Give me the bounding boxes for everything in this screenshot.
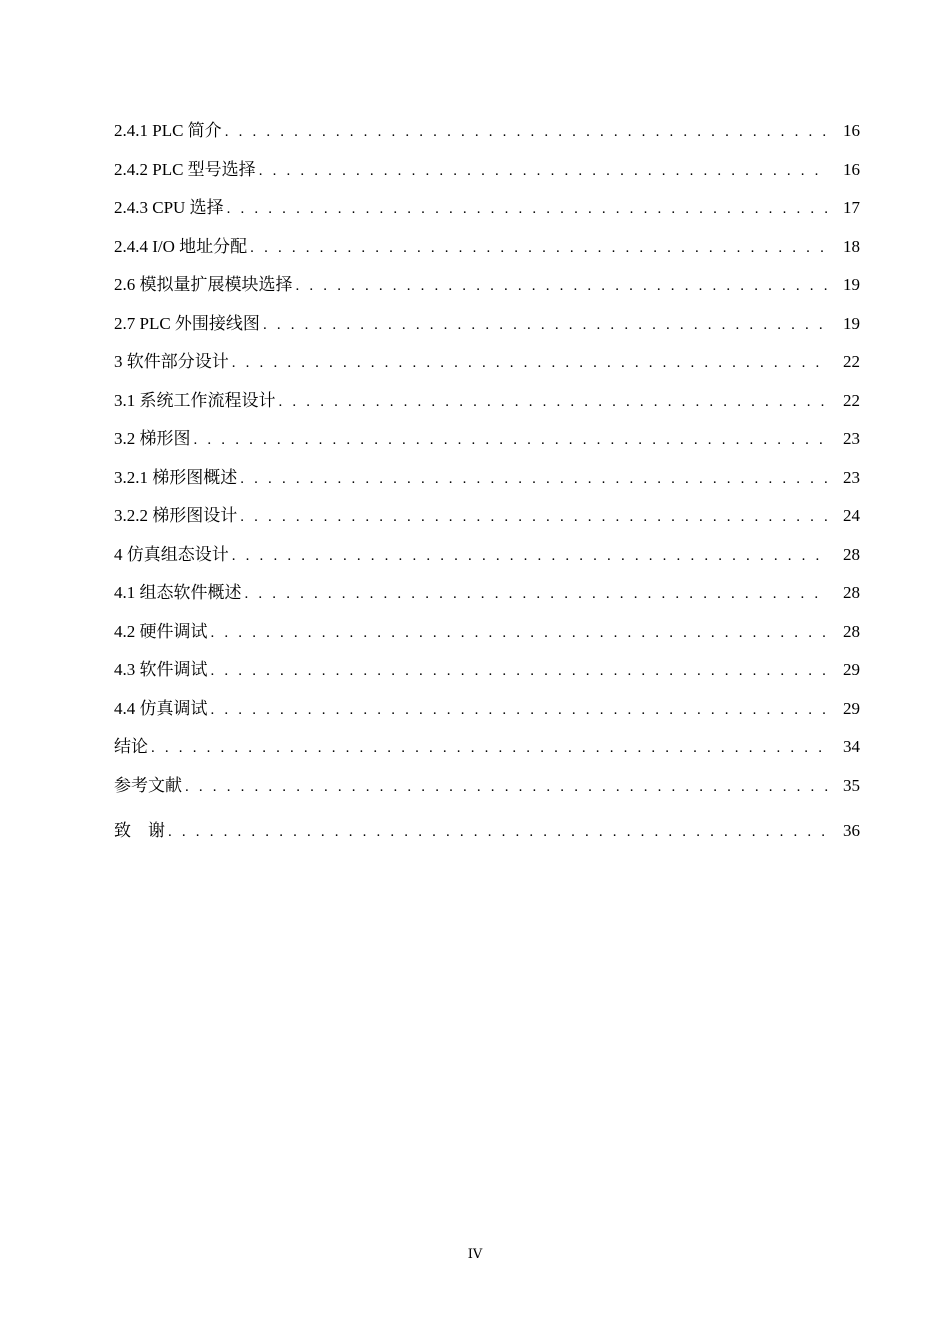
toc-entry[interactable] xyxy=(114,690,860,729)
toc-entry-page: 23 xyxy=(843,467,860,487)
toc-entry[interactable] xyxy=(114,305,860,344)
toc-entry-title: 结论 xyxy=(114,737,148,756)
toc-entry-page: 29 xyxy=(843,660,860,679)
toc-entry-page: 36 xyxy=(843,821,860,840)
toc-entry-page: 18 xyxy=(843,236,860,256)
toc-entry[interactable] xyxy=(114,459,860,498)
toc-dot-leader xyxy=(245,575,829,614)
toc-entry[interactable] xyxy=(114,536,860,575)
toc-entry-page: 22 xyxy=(843,390,860,410)
toc-entry[interactable] xyxy=(114,651,860,690)
table-of-contents xyxy=(114,112,860,853)
toc-entry-page: 34 xyxy=(843,737,860,756)
toc-dot-leader xyxy=(225,113,828,152)
toc-dot-leader xyxy=(151,729,828,768)
toc-dot-leader xyxy=(232,344,828,383)
toc-entry-page: 19 xyxy=(843,313,860,333)
toc-entry-title: 致 谢 xyxy=(114,821,165,840)
toc-entry-page: 19 xyxy=(843,275,860,294)
toc-entry[interactable] xyxy=(114,728,860,767)
toc-entry[interactable] xyxy=(114,767,860,806)
toc-dot-leader xyxy=(211,652,829,691)
toc-entry[interactable] xyxy=(114,574,860,613)
toc-dot-leader xyxy=(279,383,829,422)
toc-entry[interactable] xyxy=(114,343,860,382)
toc-entry-title: 3.2.1 梯形图概述 xyxy=(114,467,238,487)
page-number: IV xyxy=(467,1247,483,1262)
toc-entry-page: 24 xyxy=(843,506,860,525)
toc-entry-title: 3.2 梯形图 xyxy=(114,429,191,448)
toc-dot-leader xyxy=(240,460,828,499)
toc-entry-title: 4.3 软件调试 xyxy=(114,660,208,679)
toc-entry-title: 4.4 仿真调试 xyxy=(114,698,208,718)
toc-entry-page: 35 xyxy=(843,775,860,795)
toc-entry-title: 4 仿真组态设计 xyxy=(114,544,229,564)
toc-entry[interactable] xyxy=(114,808,860,853)
toc-entry-title: 3 软件部分设计 xyxy=(114,352,229,371)
toc-entry-title: 4.2 硬件调试 xyxy=(114,621,208,641)
toc-entry[interactable] xyxy=(114,497,860,536)
toc-entry[interactable] xyxy=(114,382,860,421)
toc-entry-title: 3.1 系统工作流程设计 xyxy=(114,390,276,410)
toc-dot-leader xyxy=(168,810,828,855)
toc-dot-leader xyxy=(263,306,828,345)
toc-entry-title: 2.4.4 I/O 地址分配 xyxy=(114,236,248,256)
toc-entry[interactable] xyxy=(114,189,860,228)
toc-entry-title: 2.4.3 CPU 选择 xyxy=(114,198,224,217)
toc-entry-page: 22 xyxy=(843,352,860,371)
toc-dot-leader xyxy=(232,537,828,576)
toc-entry-page: 28 xyxy=(843,583,860,602)
toc-entry[interactable] xyxy=(114,151,860,190)
toc-dot-leader xyxy=(240,498,828,537)
toc-entry[interactable] xyxy=(114,266,860,305)
toc-entry[interactable] xyxy=(114,112,860,151)
toc-dot-leader xyxy=(227,190,828,229)
toc-entry-page: 16 xyxy=(843,159,860,179)
toc-entry-title: 3.2.2 梯形图设计 xyxy=(114,506,238,525)
toc-entry[interactable] xyxy=(114,613,860,652)
toc-entry-title: 2.4.2 PLC 型号选择 xyxy=(114,159,256,179)
toc-dot-leader xyxy=(296,267,829,306)
toc-dot-leader xyxy=(250,229,828,268)
toc-entry-title: 2.4.1 PLC 简介 xyxy=(114,121,222,140)
toc-entry-page: 29 xyxy=(843,698,860,718)
toc-entry-page: 23 xyxy=(843,429,860,448)
toc-entry-title: 2.6 模拟量扩展模块选择 xyxy=(114,275,293,294)
toc-entry-page: 28 xyxy=(843,544,860,564)
toc-entry-title: 参考文献 xyxy=(114,775,182,795)
toc-dot-leader xyxy=(185,768,828,807)
toc-dot-leader xyxy=(211,614,829,653)
toc-entry-page: 17 xyxy=(843,198,860,217)
toc-dot-leader xyxy=(259,152,828,191)
toc-entry-page: 16 xyxy=(843,121,860,140)
toc-dot-leader xyxy=(194,421,829,460)
toc-entry[interactable] xyxy=(114,420,860,459)
toc-entry-title: 4.1 组态软件概述 xyxy=(114,583,242,602)
toc-entry-page: 28 xyxy=(843,621,860,641)
toc-dot-leader xyxy=(211,691,829,730)
toc-entry-title: 2.7 PLC 外围接线图 xyxy=(114,313,260,333)
toc-entry[interactable] xyxy=(114,228,860,267)
